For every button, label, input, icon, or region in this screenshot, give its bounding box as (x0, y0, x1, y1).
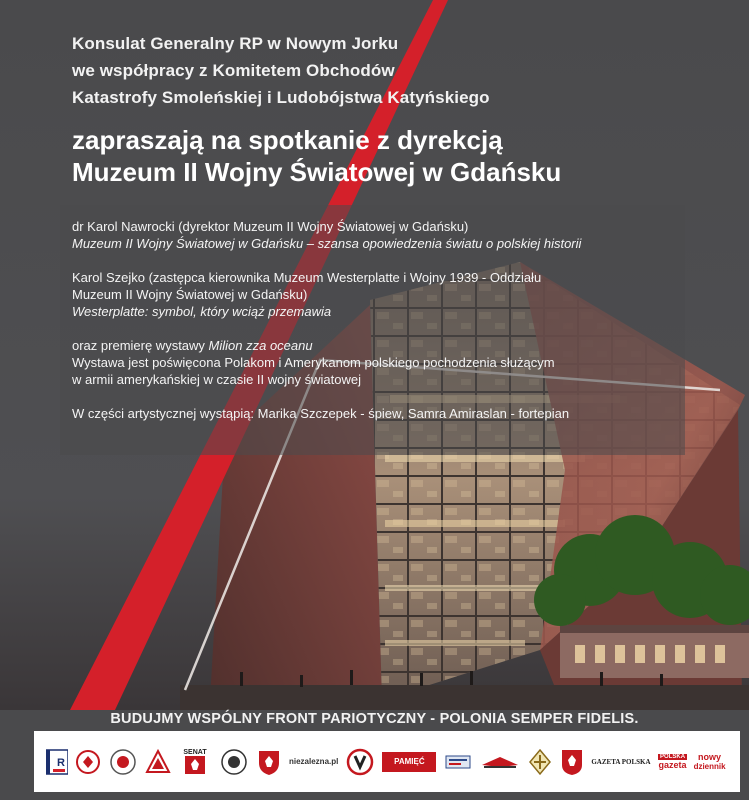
svg-text:R: R (57, 756, 65, 769)
speaker-2-talk: Westerplatte: symbol, który wciąż przemawia (72, 304, 332, 319)
senat-eagle-icon (185, 756, 205, 774)
org-line-3: Katastrofy Smoleńskiej i Ludobójstwa Katyńskiego (72, 88, 490, 107)
exhibition-title: Milion zza oceanu (208, 338, 313, 353)
gazeta2-top: POLSKA (660, 753, 686, 760)
exhibition (72, 337, 722, 388)
headline-line-2: Muzeum II Wojny Światowej w Gdańsku (72, 157, 562, 187)
nowy-dziennik-logo (695, 747, 725, 777)
circle-emblem-logo-1 (75, 747, 101, 777)
circle-emblem-logo-2 (108, 747, 138, 777)
katyn-emblem-logo (345, 747, 375, 777)
artistic-program: W części artystycznej wystąpią: Marika Szczepek - śpiew, Samra Amiraslan - fortepian (72, 406, 570, 421)
eagle-shield-logo (560, 747, 584, 777)
pamiec-logo: PAMIĘĆ (382, 752, 436, 772)
header (72, 30, 722, 188)
coat-of-arms-logo (256, 747, 282, 777)
niezalezna-logo: niezalezna.pl (289, 757, 339, 766)
speaker-2-name-line-2: Muzeum II Wojny Światowej w Gdańsku) (72, 287, 308, 302)
speaker-1 (72, 218, 722, 252)
speaker-2 (72, 269, 722, 320)
exhibition-intro-line (72, 337, 722, 354)
speaker-1-name: dr Karol Nawrocki (dyrektor Muzeum II Wojny Światowej w Gdańsku) (72, 219, 469, 234)
speaker-1-talk: Muzeum II Wojny Światowej w Gdańsku – szansa opowiedzenia światu o polskiej historii (72, 236, 582, 251)
event-details (72, 218, 722, 439)
exhibition-desc-line-1: Wystawa jest poświęcona Polakom i Amerykanom polskiego pochodzenia służącym (72, 355, 555, 370)
gazeta-polska-codziennie-logo (658, 747, 688, 777)
rp-flag-logo (46, 747, 68, 777)
exhibition-desc-line-2: w armii amerykańskiej w czasie II wojny światowej (72, 372, 361, 387)
small-emblem-logo-2 (480, 747, 520, 777)
nowy-bottom: dziennik (693, 761, 726, 771)
gazeta-polska-logo: GAZETA POLSKA (591, 757, 651, 766)
round-seal-logo (219, 747, 249, 777)
cross-emblem-logo (527, 747, 553, 777)
slogan: BUDUJMY WSPÓLNY FRONT PARIOTYCZNY - POLONIA SEMPER FIDELIS. (110, 711, 639, 727)
triangle-logo (145, 747, 171, 777)
exhibition-intro: oraz premierę wystawy (72, 338, 209, 353)
senat-label: SENAT (183, 749, 207, 756)
sponsor-logo-strip (34, 731, 740, 792)
gazeta2-bottom: gazeta (658, 759, 687, 770)
speaker-2-name-line-1: Karol Szejko (zastępca kierownika Muzeum Westerplatte i Wojny 1939 - Oddziału (72, 270, 542, 285)
org-line-1: Konsulat Generalny RP w Nowym Jorku (72, 34, 399, 53)
headline-line-1: zapraszają na spotkanie z dyrekcją (72, 125, 503, 155)
org-line-2: we współpracy z Komitetem Obchodów (72, 61, 395, 80)
small-emblem-logo-1 (443, 747, 473, 777)
nowy-top: nowy (698, 751, 722, 762)
senat-logo (178, 747, 212, 777)
